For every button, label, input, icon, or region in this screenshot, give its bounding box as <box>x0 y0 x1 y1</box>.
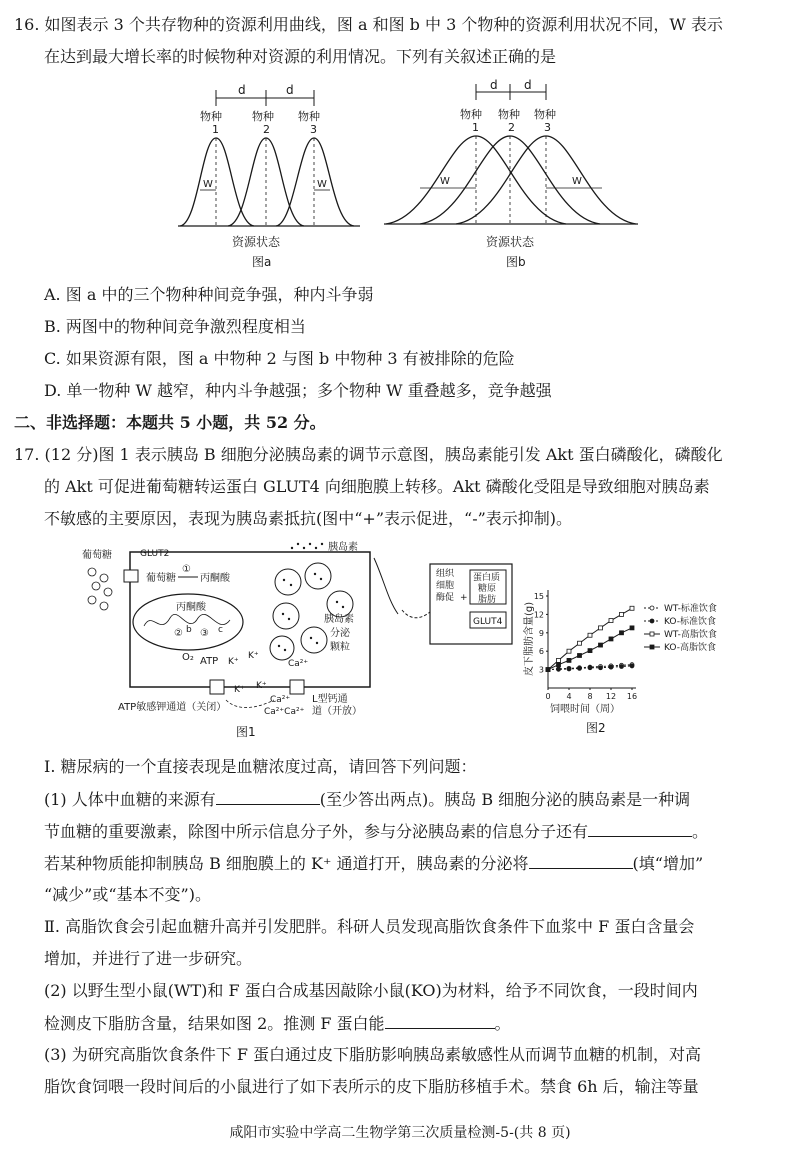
fig1-conv-l3: 脂肪 <box>478 595 497 605</box>
fig2-point-s2 <box>578 641 582 645</box>
fig1-atp: ATP <box>200 656 219 667</box>
fig1-granule-l2: 分泌 <box>330 628 350 639</box>
fig2-point-s2 <box>599 626 603 630</box>
q16-stem-line2: 在达到最大增长率的时候物种对资源的利用情况。下列有关叙述正确的是 <box>44 47 557 66</box>
fig1-tissue-l2: 细胞 <box>436 581 455 591</box>
fig-a-xlabel: 资源状态 <box>232 235 281 249</box>
fig2-point-s1 <box>588 666 592 670</box>
fig2-legend-label-1: KO-标准饮食 <box>664 617 716 627</box>
fig-b-d-arrows <box>476 84 546 100</box>
figure-1 <box>78 540 428 740</box>
fig1-step3: ③ <box>200 628 209 639</box>
fig1-k2: K⁺ <box>248 651 259 661</box>
fig-b-d2: d <box>524 78 532 92</box>
fig2-point-s2 <box>557 658 561 662</box>
fig2-legend-marker-0 <box>650 606 654 610</box>
fig-a-w-right: W <box>317 179 327 190</box>
figure-2-chart <box>520 560 790 740</box>
fig1-caption: 图1 <box>236 725 256 739</box>
fig-b-center-lines <box>476 136 546 224</box>
q17-1-text-d: 。 <box>692 822 709 841</box>
fig1-step1: ① <box>182 564 191 575</box>
q17-intro-line2: 的 Akt 可促进葡萄糖转运蛋白 GLUT4 向细胞膜上转移。Akt 磷酸化受阻是导致细胞对胰岛素 <box>44 477 710 496</box>
fig1-glucose-out: 葡萄糖 <box>82 550 112 561</box>
q16-option-b: B. 两图中的物种间竞争激烈程度相当 <box>44 317 306 336</box>
fig1-k4: K⁺ <box>256 681 267 691</box>
fig2-point-s3 <box>567 658 571 662</box>
insulin-path <box>374 558 398 614</box>
fig1-plus: + <box>460 593 468 603</box>
answer-blank-2[interactable] <box>588 820 692 837</box>
fig1-ca-out2: Ca²⁺Ca²⁺ <box>264 707 305 717</box>
q17-intro-line1: 17. (12 分)图 1 表示胰岛 B 细胞分泌胰岛素的调节示意图，胰岛素能引发 Akt 蛋白磷酸化，磷酸化 <box>14 445 723 464</box>
answer-blank-1[interactable] <box>216 788 320 805</box>
fig2-point-s3 <box>599 643 603 647</box>
fig2-point-s3 <box>630 626 634 630</box>
fig2-y-tick-label: 12 <box>533 610 544 620</box>
fig1-pyruvate-mito: 丙酮酸 <box>176 602 206 613</box>
fig2-x-tick-label: 0 <box>545 692 551 701</box>
fig1-insulin: 胰岛素 <box>328 542 358 553</box>
fig1-ca-channel-l2: 道（开放） <box>312 706 362 717</box>
fig2-legend-marker-2 <box>650 632 654 636</box>
fig2-legend-marker-3 <box>650 645 654 649</box>
glucose-molecules <box>88 568 112 610</box>
fig1-katp-label: ATP敏感钾通道（关闭） <box>118 702 227 713</box>
fig1-ca-out1: Ca²⁺ <box>270 695 291 705</box>
q16-option-d: D. 单一物种 W 越窄，种内斗争越强；多个物种 W 重叠越多，竞争越强 <box>44 381 552 400</box>
fig2-point-s2 <box>609 619 613 623</box>
q17-1-text-c: 节血糖的重要激素，除图中所示信息分子外，参与分泌胰岛素的信息分子还有 <box>44 822 589 841</box>
fig2-y-tick-label: 9 <box>538 628 544 638</box>
released-insulin <box>291 543 323 549</box>
fig2-xlabel: 饲喂时间（周） <box>550 704 620 715</box>
fig1-ca-channel-l1: L型钙通 <box>312 694 348 705</box>
fig2-point-s3 <box>546 668 550 672</box>
fig1-granule-l3: 颗粒 <box>330 642 350 653</box>
answer-blank-4[interactable] <box>385 1012 495 1029</box>
fig2-point-s3 <box>557 663 561 667</box>
fig1-o2: O₂ <box>182 652 194 663</box>
fig2-point-s2 <box>567 649 571 653</box>
fig-b-species1-label: 物种 <box>460 108 482 121</box>
fig-b-curves <box>386 136 636 224</box>
q17-1-text-a: (1) 人体中血糖的来源有 <box>44 790 216 809</box>
fig2-x-tick-label: 4 <box>566 692 572 701</box>
q17-2-text-b: 检测皮下脂肪含量，结果如图 2。推测 F 蛋白能 <box>44 1014 385 1033</box>
l-type-ca-channel <box>290 680 304 694</box>
fig2-ylabel: 皮下脂肪含量(g) <box>524 601 535 676</box>
fig2-point-s3 <box>620 631 624 635</box>
insulin-granule-dots <box>278 573 344 651</box>
q17-3-line2: 脂饮食饲喂一段时间后的小鼠进行了如下表所示的皮下脂肪移植手术。禁食 6h 后，输注等量 <box>44 1077 699 1096</box>
fig-b-species3-label: 物种 <box>534 108 556 121</box>
fig1-glut4: GLUT4 <box>473 617 503 627</box>
fig1-step2: ② <box>174 628 183 639</box>
fig-a-species2-label: 物种 <box>252 110 274 123</box>
fig1-conv-l1: 蛋白质 <box>473 573 501 583</box>
glut2-transporter <box>124 570 138 582</box>
fig1-tissue-l1: 组织 <box>436 569 455 579</box>
fig1-b: b <box>186 625 192 635</box>
page-footer: 咸阳市实验中学高二生物学第三次质量检测-5-(共 8 页) <box>229 1125 571 1141</box>
fig2-y-tick-label: 3 <box>538 665 544 675</box>
q17-2-line1: (2) 以野生型小鼠(WT)和 F 蛋白合成基因敲除小鼠(KO)为材料，给予不同饮食，一段时间内 <box>44 981 698 1000</box>
fig2-point-s3 <box>578 653 582 657</box>
fig1-ca-in: Ca²⁺ <box>288 659 309 669</box>
fig-b-w-left: W <box>440 176 450 187</box>
q17-2-text-c: 。 <box>494 1014 511 1033</box>
fig2-point-s1 <box>567 667 571 671</box>
fig-b-d1: d <box>490 78 498 92</box>
q17-1-text-e: 若某种物质能抑制胰岛 B 细胞膜上的 K⁺ 通道打开，胰岛素的分泌将 <box>44 854 529 873</box>
q16-option-c: C. 如果资源有限，图 a 中物种 2 与图 b 中物种 3 有被排除的危险 <box>44 349 515 368</box>
fig2-x-tick-label: 8 <box>587 692 593 701</box>
q16-option-a: A. 图 a 中的三个物种种间竞争强，种内斗争弱 <box>44 285 374 304</box>
fig-a-d2: d <box>286 83 294 97</box>
fig-a-center-lines <box>216 138 314 226</box>
fig2-point-s1 <box>620 665 624 669</box>
q17-1-text-f: (填“增加” <box>632 854 704 873</box>
fig-b-xlabel: 资源状态 <box>486 235 535 249</box>
fig-b-w-right: W <box>572 176 582 187</box>
q17-2-line2 <box>44 1012 511 1035</box>
q16-stem-line1: 16. 如图表示 3 个共存物种的资源利用曲线，图 a 和图 b 中 3 个物种的资源利用状况不同，W 表示 <box>14 15 723 34</box>
fig1-k1: K⁺ <box>228 657 239 667</box>
figure-b <box>380 78 640 273</box>
fig-b-species1-num: 1 <box>472 121 479 134</box>
q17-1-line3 <box>44 852 703 875</box>
fig-a-species3-label: 物种 <box>298 110 320 123</box>
part-2-line1: Ⅱ. 高脂饮食会引起血糖升高并引发肥胖。科研人员发现高脂饮食条件下血浆中 F 蛋白含量会 <box>44 917 695 936</box>
fig2-legend-marker-1 <box>650 619 654 623</box>
fig2-legend-label-3: KO-高脂饮食 <box>664 643 716 653</box>
fig2-x-tick-label: 12 <box>605 692 617 701</box>
katp-channel <box>210 680 224 694</box>
fig-b-caption: 图b <box>506 255 526 269</box>
fig-a-caption: 图a <box>252 255 272 269</box>
fig-b-species3-num: 3 <box>544 121 551 134</box>
fig1-c: c <box>218 625 223 635</box>
answer-blank-3[interactable] <box>529 852 633 869</box>
fig-b-species2-label: 物种 <box>498 108 520 121</box>
fig-a-species3-num: 3 <box>310 123 317 136</box>
fig-a-species1-num: 1 <box>212 123 219 136</box>
q17-1-line2 <box>44 820 708 843</box>
q17-intro-line3: 不敏感的主要原因，表现为胰岛素抵抗(图中“+”表示促进，“-”表示抑制)。 <box>44 509 573 528</box>
fig1-glut2: GLUT2 <box>140 549 170 559</box>
fig2-point-s1 <box>557 667 561 671</box>
fig1-granule-l1: 胰岛素 <box>324 614 354 625</box>
fig2-caption: 图2 <box>586 721 606 735</box>
fig-a-species2-num: 2 <box>263 123 270 136</box>
fig2-point-s1 <box>630 664 634 668</box>
q17-1-line1 <box>44 788 690 811</box>
fig2-x-tick-label: 16 <box>626 692 638 701</box>
tissue-dashed-path <box>402 610 430 618</box>
fig-a-w-left: W <box>203 179 213 190</box>
fig2-legend-label-2: WT-高脂饮食 <box>664 630 717 640</box>
figure-a <box>170 78 370 273</box>
q17-3-line1: (3) 为研究高脂饮食条件下 F 蛋白通过皮下脂肪影响胰岛素敏感性从而调节血糖的机制，对高 <box>44 1045 702 1064</box>
fig1-tissue-l3: 酶促 <box>436 593 455 603</box>
fig2-point-s1 <box>578 666 582 670</box>
section-2-heading: 二、非选择题：本题共 5 小题，共 52 分。 <box>14 413 326 432</box>
part-2-line2: 增加，并进行了进一步研究。 <box>44 949 253 968</box>
fig2-point-s1 <box>599 666 603 670</box>
fig-a-d1: d <box>238 83 246 97</box>
fig2-legend-label-0: WT-标准饮食 <box>664 604 717 614</box>
fig2-y-tick-label: 15 <box>533 592 544 601</box>
fig2-point-s3 <box>609 637 613 641</box>
fig2-point-s2 <box>588 633 592 637</box>
fig-b-species2-num: 2 <box>508 121 515 134</box>
fig2-point-s2 <box>620 612 624 616</box>
fig1-conv-l2: 糖原 <box>478 584 497 594</box>
fig1-glucose-in: 葡萄糖 <box>146 573 176 584</box>
q17-1-line4: “减少”或“基本不变”)。 <box>44 885 211 904</box>
fig2-point-s2 <box>630 606 634 610</box>
fig2-y-tick-label: 6 <box>538 647 544 657</box>
fig1-pyruvate: 丙酮酸 <box>200 573 230 584</box>
q17-1-text-b: (至少答出两点)。胰岛 B 细胞分泌的胰岛素是一种调 <box>319 790 691 809</box>
fig2-point-s3 <box>588 649 592 653</box>
part-1-intro: Ⅰ. 糖尿病的一个直接表现是血糖浓度过高，请回答下列问题： <box>44 757 477 776</box>
fig-a-d-arrows <box>216 90 314 106</box>
figure-1-tissue <box>400 560 520 650</box>
fig-a-species1-label: 物种 <box>200 110 222 123</box>
fig1-k3: K⁺ <box>234 685 245 695</box>
fig2-point-s1 <box>609 665 613 669</box>
